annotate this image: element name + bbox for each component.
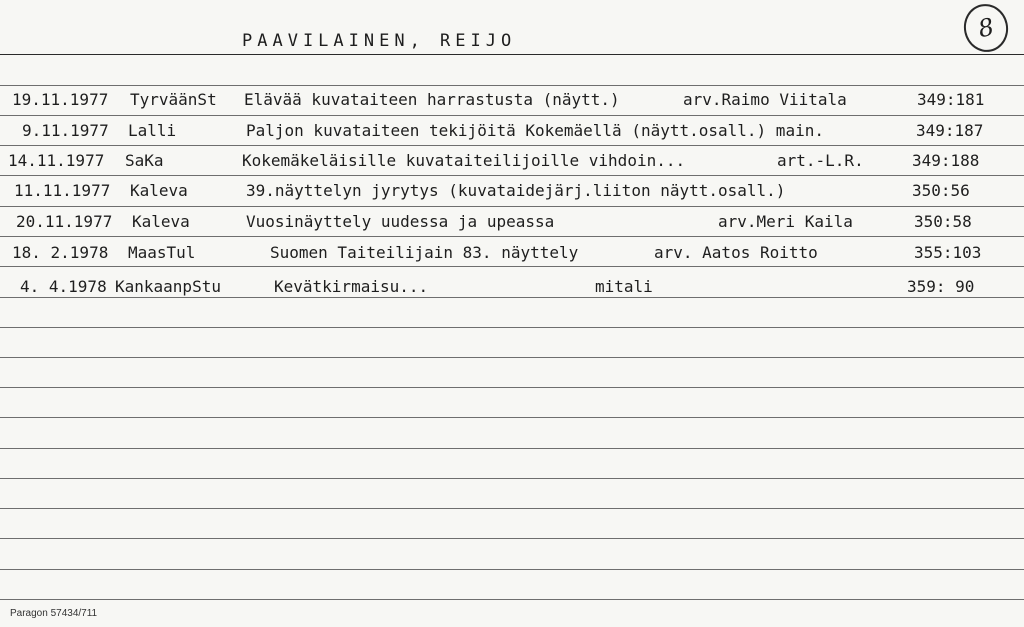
entry-ref: 349:187 bbox=[916, 121, 984, 140]
ruled-line bbox=[0, 508, 1024, 509]
entry-row bbox=[0, 90, 1024, 114]
entry-ref: 355:103 bbox=[914, 243, 982, 262]
ruled-line bbox=[0, 569, 1024, 570]
entry-ref: 350:58 bbox=[914, 212, 972, 231]
entry-date: 19.11.1977 bbox=[12, 90, 109, 109]
entry-date: 4. 4.1978 bbox=[20, 277, 107, 296]
entry-source: SaKa bbox=[125, 151, 164, 170]
entry-source: Kaleva bbox=[130, 181, 188, 200]
entry-text: Vuosinäyttely uudessa ja upeassa bbox=[246, 212, 555, 231]
entry-source: MaasTul bbox=[128, 243, 196, 262]
entry-ref: 350:56 bbox=[912, 181, 970, 200]
entry-note: arv.Raimo Viitala bbox=[683, 90, 847, 109]
entry-source: KankaanpStu bbox=[115, 277, 221, 296]
entry-row bbox=[0, 121, 1024, 145]
entry-date: 11.11.1977 bbox=[14, 181, 111, 200]
entry-ref: 349:188 bbox=[912, 151, 980, 170]
entry-text: Elävää kuvataiteen harrastusta (näytt.) bbox=[244, 90, 620, 109]
entry-row bbox=[0, 277, 1024, 301]
entry-text: 39.näyttelyn jyrytys (kuvataidejärj.liiton näytt.osall.) bbox=[246, 181, 786, 200]
header-rule bbox=[0, 54, 1024, 55]
entry-text: Kokemäkeläisille kuvataiteilijoille vihdoin... bbox=[242, 151, 686, 170]
entry-text: Kevätkirmaisu... bbox=[274, 277, 429, 296]
ruled-line bbox=[0, 387, 1024, 388]
ruled-line bbox=[0, 175, 1024, 176]
entry-note: arv.Meri Kaila bbox=[718, 212, 853, 231]
ruled-line bbox=[0, 417, 1024, 418]
entry-row bbox=[0, 212, 1024, 236]
entry-note: art.-L.R. bbox=[777, 151, 864, 170]
card-number-circled: 8 bbox=[959, 0, 1012, 56]
ruled-line bbox=[0, 206, 1024, 207]
ruled-line bbox=[0, 115, 1024, 116]
entry-note: arv. Aatos Roitto bbox=[654, 243, 818, 262]
ruled-line bbox=[0, 85, 1024, 86]
ruled-line bbox=[0, 538, 1024, 539]
ruled-line bbox=[0, 236, 1024, 237]
ruled-line bbox=[0, 327, 1024, 328]
entry-note: mitali bbox=[595, 277, 653, 296]
ruled-line bbox=[0, 478, 1024, 479]
ruled-line bbox=[0, 357, 1024, 358]
entry-date: 14.11.1977 bbox=[8, 151, 105, 170]
card-title: PAAVILAINEN, REIJO bbox=[242, 31, 517, 51]
entry-source: Kaleva bbox=[132, 212, 190, 231]
entry-source: TyrväänSt bbox=[130, 90, 217, 109]
entry-text: Paljon kuvataiteen tekijöitä Kokemäellä (näytt.osall.) main. bbox=[246, 121, 824, 140]
entry-date: 18. 2.1978 bbox=[12, 243, 109, 262]
ruled-line bbox=[0, 599, 1024, 600]
entry-source: Lalli bbox=[128, 121, 177, 140]
entry-date: 20.11.1977 bbox=[16, 212, 113, 231]
card-footer-print: Paragon 57434/711 bbox=[10, 608, 98, 619]
ruled-line bbox=[0, 448, 1024, 449]
entry-row bbox=[0, 151, 1024, 175]
entry-ref: 359: 90 bbox=[907, 277, 975, 296]
entry-ref: 349:181 bbox=[917, 90, 985, 109]
entry-date: 9.11.1977 bbox=[22, 121, 109, 140]
ruled-line bbox=[0, 145, 1024, 146]
entry-row bbox=[0, 243, 1024, 267]
entry-text: Suomen Taiteilijain 83. näyttely bbox=[270, 243, 579, 262]
entry-row bbox=[0, 181, 1024, 205]
